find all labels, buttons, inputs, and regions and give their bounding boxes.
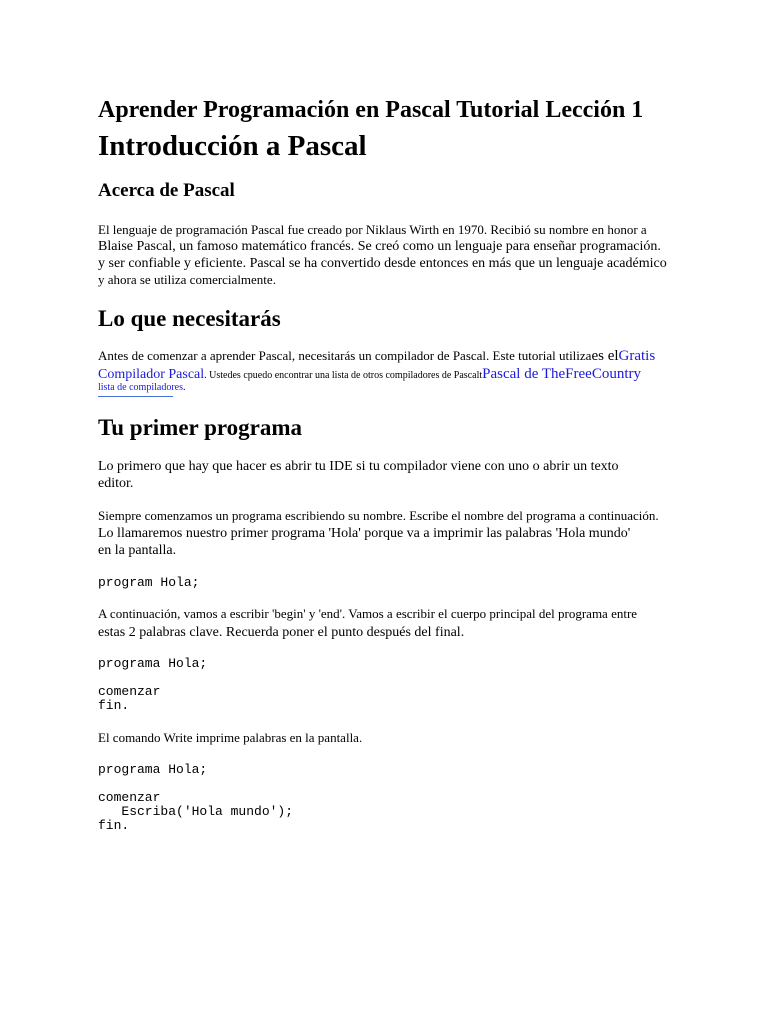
code-block-2-line-2: comenzar — [98, 684, 161, 699]
first-p3-line-2: estas 2 palabras clave. Recuerda poner el punto después del final. — [98, 625, 465, 640]
first-p1-line-2: editor. — [98, 476, 134, 491]
need-line-1-tail: es el — [591, 348, 619, 364]
page-subtitle: Introducción a Pascal — [98, 130, 367, 162]
section-heading-about: Acerca de Pascal — [98, 180, 235, 201]
first-p2-line-3: en la pantalla. — [98, 543, 177, 558]
page-title: Aprender Programación en Pascal Tutorial Lección 1 — [98, 97, 644, 123]
about-line-1: El lenguaje de programación Pascal fue creado por Niklaus Wirth en 1970. Recibió su nombre en honor a — [98, 222, 647, 237]
thefreecountry-link[interactable]: Pascal de TheFreeCountry — [482, 366, 641, 382]
code-block-3-line-3: Escriba('Hola mundo'); — [98, 804, 294, 819]
code-block-1: program Hola; — [98, 575, 200, 590]
section-heading-need: Lo que necesitarás — [98, 306, 281, 331]
first-p4: El comando Write imprime palabras en la pantalla. — [98, 730, 363, 745]
need-line-2-text: . Ustedes cpuedo encontrar una lista de otros compiladores de Pascal — [204, 370, 480, 381]
need-line-3 — [98, 382, 185, 393]
about-line-3: y ser confiable y eficiente. Pascal se ha convertido desde entonces en más que un lenguaje académico — [98, 256, 667, 271]
first-p1-line-1: Lo primero que hay que hacer es abrir tu IDE si tu compilador viene con uno o abrir un texto — [98, 459, 619, 474]
code-block-3-line-1: programa Hola; — [98, 762, 208, 777]
code-block-2-line-1: programa Hola; — [98, 656, 208, 671]
about-line-2: Blaise Pascal, un famoso matemático francés. Se creó como un lenguaje para enseñar programación. — [98, 239, 661, 254]
link-underline-divider — [98, 396, 173, 397]
need-line-2-tail: t — [479, 370, 483, 381]
need-line-1 — [98, 348, 655, 365]
first-p2-line-2: Lo llamaremos nuestro primer programa 'Hola' porque va a imprimir las palabras 'Hola mundo' — [98, 526, 631, 541]
about-line-4: y ahora se utiliza comercialmente. — [98, 272, 276, 287]
gratis-link[interactable]: Gratis — [618, 348, 656, 364]
first-p2-line-1: Siempre comenzamos un programa escribiendo su nombre. Escribe el nombre del programa a continuación. — [98, 508, 659, 523]
need-line-1-text: Antes de comenzar a aprender Pascal, necesitarás un compilador de Pascal. Este tutorial utiliza — [98, 348, 592, 363]
code-block-3-line-2: comenzar — [98, 790, 161, 805]
code-block-2-line-3: fin. — [98, 698, 130, 713]
compiler-list-link[interactable]: lista de compiladores — [98, 382, 183, 393]
need-line-3-end: . — [182, 382, 186, 393]
code-block-3-line-4: fin. — [98, 818, 130, 833]
section-heading-first-program: Tu primer programa — [98, 415, 303, 440]
free-pascal-compiler-link[interactable]: Compilador Pascal — [98, 367, 205, 382]
first-p3-line-1: A continuación, vamos a escribir 'begin' y 'end'. Vamos a escribir el cuerpo principal del programa entre — [98, 606, 638, 621]
